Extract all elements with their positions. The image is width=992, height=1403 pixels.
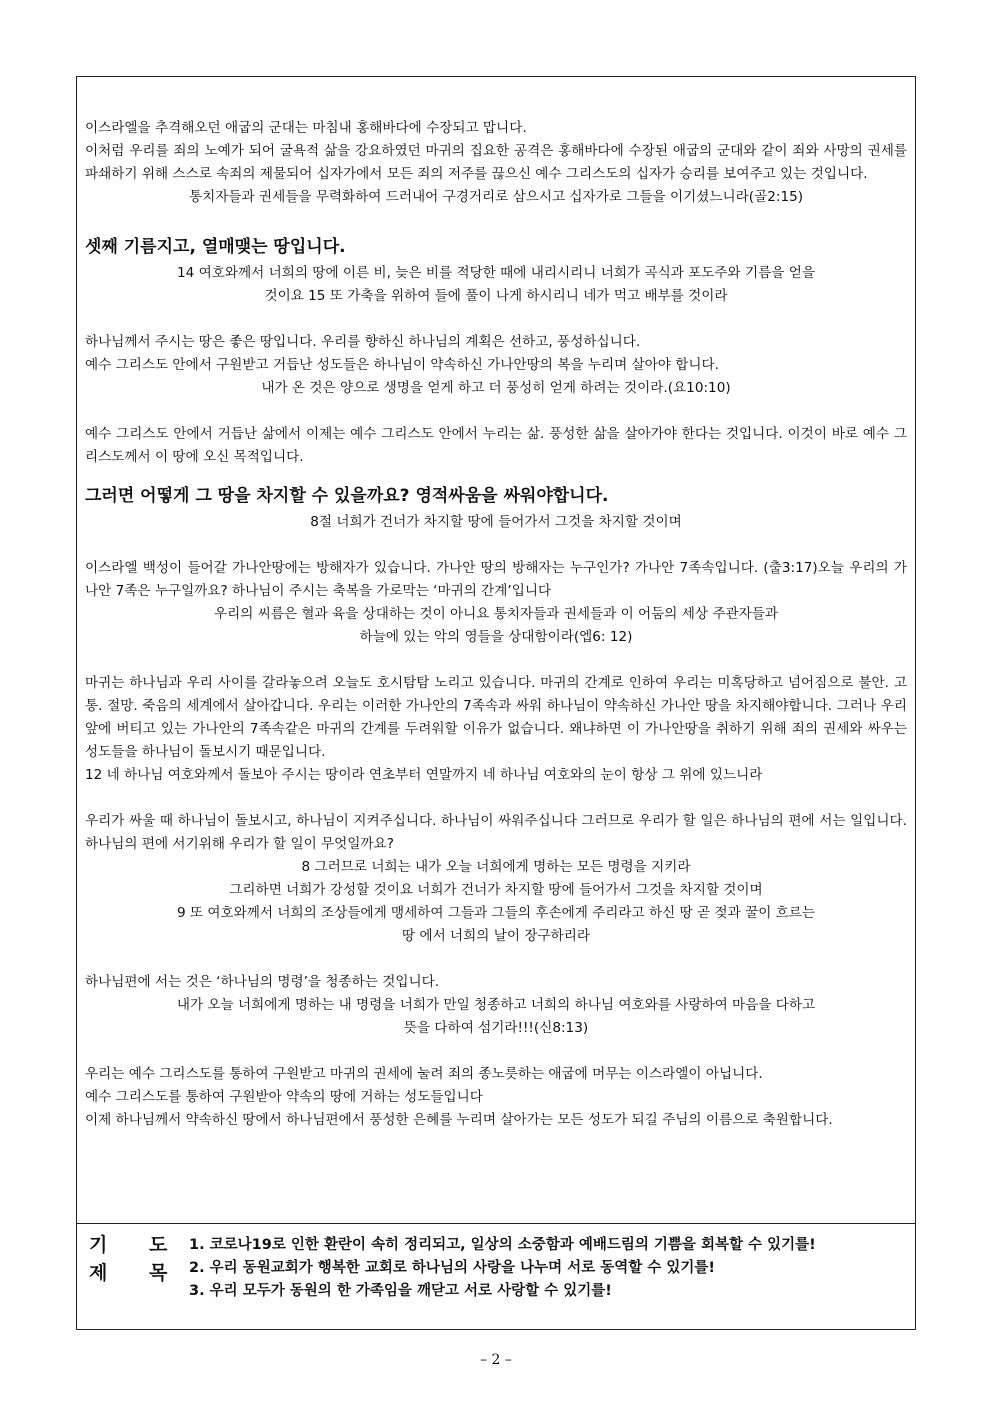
scripture-quote: 그리하면 너희가 강성할 것이요 너희가 건너가 차지할 땅에 들어가서 그것을 차지할 것이며 [229, 882, 763, 898]
scripture-quote: 우리의 씨름은 혈과 육을 상대하는 것이 아니요 통치자들과 권세들과 이 어둠의 세상 주관자들과 [214, 606, 778, 622]
scripture-quote: 8 그러므로 너희는 내가 오늘 너희에게 명하는 모든 명령을 지키라 [301, 859, 691, 875]
scripture-quote: 뜻을 다하여 섬기라!!!(신8:13) [403, 1020, 589, 1036]
scripture-quote: 9 또 여호와께서 너희의 조상들에게 맹세하여 그들과 그들의 후손에게 주리라고 하신 땅 곧 젖과 꿀이 흐르는 [176, 905, 816, 921]
paragraph: 예수 그리스도 안에서 구원받고 거듭난 성도들은 하나님이 약속하신 가나안땅의 복을 누리며 살아야 합니다. [85, 357, 719, 373]
section-heading: 그러면 어떻게 그 땅을 차지할 수 있을까요? 영적싸움을 싸워야합니다. [85, 486, 609, 506]
scripture-quote: 8절 너희가 건너가 차지할 땅에 들어가서 그것을 차지할 것이며 [310, 514, 682, 530]
scripture-quote: 14 여호와께서 너희의 땅에 이른 비, 늦은 비를 적당한 때에 내리시리니 너희가 곡식과 포도주와 기름을 얻을 [177, 265, 815, 281]
paragraph: 이처럼 우리를 죄의 노예가 되어 굴욕적 삶을 강요하였던 마귀의 집요한 공격은 홍해바다에 수장된 애굽의 군대와 같이 죄와 사망의 권세를 파쇄하기 위해 스스로 속죄의 제물되어 십자가에서 모든 죄의 저주를 끊으신 예수 그리스도의 십자가 승리를 보여주고 있는 것입니다. [85, 143, 907, 182]
page-frame [76, 76, 916, 1330]
prayer-item: 2. 우리 동원교회가 행복한 교회로 하나님의 사랑을 나누며 서로 동역할 수 있기를! [189, 1260, 715, 1276]
paragraph: 12 네 하나님 여호와께서 돌보아 주시는 땅이라 연초부터 연말까지 네 하나님 여호와의 눈이 항상 그 위에 있느니라 [85, 767, 763, 783]
paragraph: 하나님편에 서는 것은 ‘하나님의 명령’을 청종하는 것입니다. [85, 974, 440, 990]
scripture-quote: 하늘에 있는 악의 영들을 상대함이라(엡6: 12) [359, 629, 633, 645]
sermon-body [85, 117, 907, 1132]
prayer-items [189, 1234, 909, 1303]
scripture-quote: 통치자들과 권세들을 무력화하여 드러내어 구경거리로 삼으시고 십자가로 그들을 이기셨느니라(골2:15) [188, 189, 804, 205]
prayer-label-char: 제 [89, 1262, 108, 1284]
page-number: – 2 – [480, 1352, 512, 1368]
paragraph: 이제 하나님께서 약속하신 땅에서 하나님편에서 풍성한 은혜를 누리며 살아가는 모든 성도가 되길 주님의 이름으로 축원합니다. [85, 1112, 833, 1128]
paragraph: 마귀는 하나님과 우리 사이를 갈라놓으려 오늘도 호시탐탐 노리고 있습니다. 마귀의 간계로 인하여 우리는 미혹당하고 넘어짐으로 불안. 고통. 절망. 죽음의 세계에서 살아갑니다. 우리는 이러한 가나안의 7족속과 싸워 하나님이 약속하신 가나안 땅을 차지해야합니다. 그러나 우리앞에 버티고 있는 가나안의 7족속같은 마귀의 간계를 두려워할 이유가 없습니다. 왜냐하면 이 가나안땅을 취하기 위해 죄의 권세와 싸우는 성도들을 하나님이 돌보시기 때문입니다. [85, 675, 907, 760]
paragraph: 이스라엘 백성이 들어갈 가나안땅에는 방해자가 있습니다. 가나안 땅의 방해자는 누구인가? 가나안 7족속입니다. (출3:17)오늘 우리의 가나안 7족은 누구일까요? 하나님이 주시는 축복을 가로막는 ‘마귀의 간계’입니다 [85, 560, 907, 599]
paragraph: 우리가 싸울 때 하나님이 돌보시고, 하나님이 지켜주십니다. 하나님이 싸워주십니다 그러므로 우리가 할 일은 하나님의 편에 서는 일입니다. 하나님의 편에 서기위해 우리가 할 일이 무엇일까요? [85, 813, 907, 852]
paragraph: 이스라엘을 추격해오던 애굽의 군대는 마침내 홍해바다에 수장되고 맙니다. [85, 120, 527, 136]
scripture-quote: 것이요 15 또 가축을 위하여 들에 풀이 나게 하시리니 네가 먹고 배부를 것이라 [264, 288, 728, 304]
prayer-item: 1. 코로나19로 인한 환란이 속히 정리되고, 일상의 소중함과 예배드림의 기쁨을 회복할 수 있기를! [189, 1237, 816, 1253]
paragraph: 하나님께서 주시는 땅은 좋은 땅입니다. 우리를 향하신 하나님의 계획은 선하고, 풍성하십니다. [85, 334, 641, 350]
prayer-item: 3. 우리 모두가 동원의 한 가족임을 깨닫고 서로 사랑할 수 있기를! [189, 1283, 612, 1299]
scripture-quote: 땅 에서 너희의 날이 장구하리라 [402, 928, 590, 944]
prayer-topics-box [77, 1223, 915, 1329]
prayer-label-char: 기 [89, 1234, 108, 1256]
prayer-label-char: 목 [149, 1262, 168, 1284]
paragraph: 예수 그리스도를 통하여 구원받아 약속의 땅에 거하는 성도들입니다 [85, 1089, 483, 1105]
scripture-quote: 내가 온 것은 양으로 생명을 얻게 하고 더 풍성히 얻게 하려는 것이라.(요10:10) [261, 380, 731, 396]
prayer-label-char: 도 [149, 1234, 168, 1256]
paragraph: 예수 그리스도 안에서 거듭난 삶에서 이제는 예수 그리스도 안에서 누리는 삶. 풍성한 삶을 살아가야 한다는 것입니다. 이것이 바로 예수 그리스도께서 이 땅에 오신 목적입니다. [85, 426, 907, 465]
scripture-quote: 내가 오늘 너희에게 명하는 내 명령을 너희가 만일 청종하고 너희의 하나님 여호와를 사랑하여 마음을 다하고 [176, 997, 816, 1013]
section-heading: 셋째 기름지고, 열매맺는 땅입니다. [85, 237, 346, 257]
paragraph: 우리는 예수 그리스도를 통하여 구원받고 마귀의 권세에 눌려 죄의 종노릇하는 애굽에 머무는 이스라엘이 아닙니다. [85, 1066, 763, 1082]
